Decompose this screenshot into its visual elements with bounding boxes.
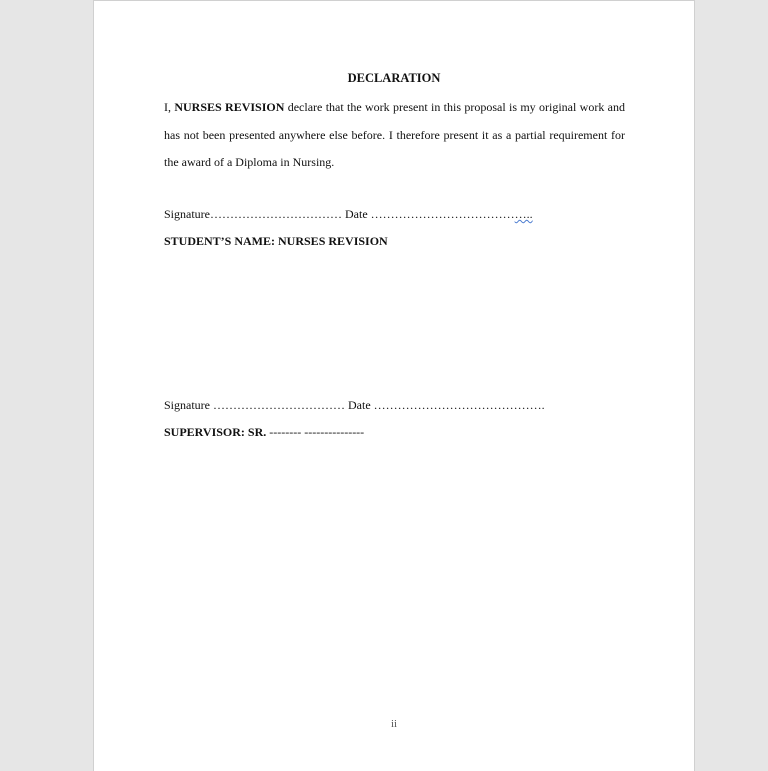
page-number: ii [390, 718, 398, 730]
declaration-body: declare that the work present in this proposal is my original work and has not been presented anywhere else before. I therefore present it as a partial requirement for the award of a Diploma in Nursing. [164, 100, 626, 169]
supervisor-name-line [164, 425, 364, 440]
student-signature-line [164, 207, 533, 222]
document-title: DECLARATION [347, 71, 441, 85]
declarant-name: NURSES REVISION [174, 100, 285, 114]
declaration-prefix: I, [164, 100, 175, 114]
document-page [94, 1, 694, 771]
student-signature-text: Signature…………………………… Date ……………………………… [164, 207, 515, 221]
spellcheck-squiggle: ….. [514, 207, 533, 221]
supervisor-signature-line [164, 398, 545, 413]
student-name-line: STUDENT’S NAME: NURSES REVISION [164, 234, 388, 248]
supervisor-placeholder: -------- --------------- [269, 425, 365, 439]
supervisor-label: SUPERVISOR: SR. [164, 425, 270, 439]
supervisor-signature-text: Signature …………………………… Date ……………………………………. [164, 398, 545, 412]
declaration-paragraph [164, 94, 625, 177]
